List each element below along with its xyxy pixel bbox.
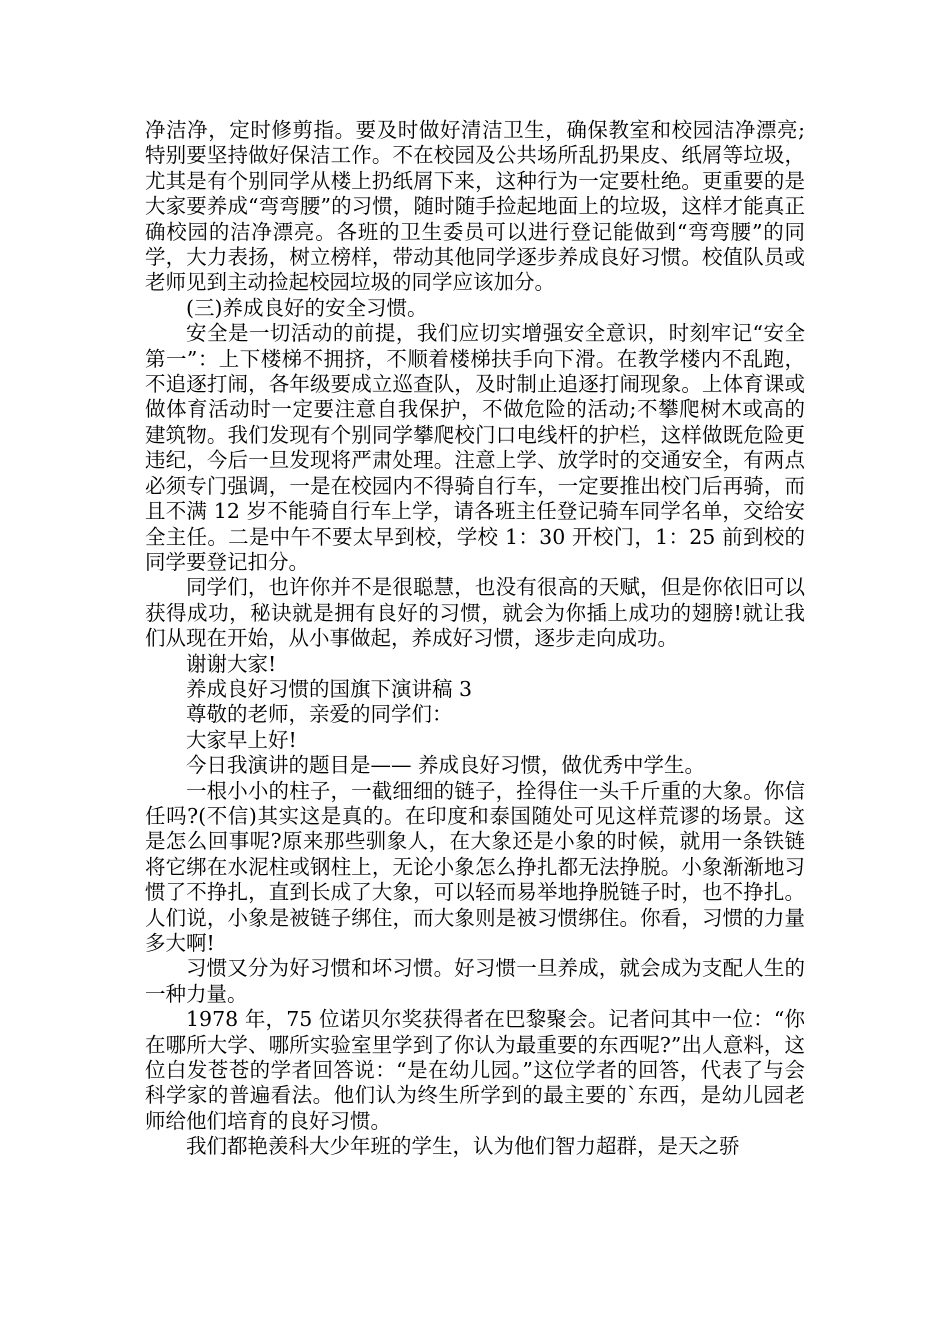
paragraph-nobel: 1978 年，75 位诺贝尔奖获得者在巴黎聚会。记者问其中一位：“你在哪所大学、哪所实验室里学到了你认为最重要的东西呢?”出人意料，这位白发苍苍的学者回答说：“是在幼儿园。”这位学者的回答，代表了与会科学家的普遍看法。他们认为终生所学到的最主要的`东西，是幼儿园老师给他们培育的良好习惯。 [145,1007,805,1133]
paragraph-success: 同学们，也许你并不是很聪慧，也没有很高的天赋，但是你依旧可以获得成功，秘诀就是拥有良好的习惯，就会为你插上成功的翅膀!就让我们从现在开始，从小事做起，养成好习惯，逐步走向成功。 [145,575,805,651]
paragraph-elephant: 一根小小的柱子，一截细细的链子，拴得住一头千斤重的大象。你信任吗?(不信)其实这是真的。在印度和泰国随处可见这样荒谬的场景。这是怎么回事呢?原来那些驯象人，在大象还是小象的时候，就用一条铁链将它绑在水泥柱或钢柱上，无论小象怎么挣扎都无法挣脱。小象渐渐地习惯了不挣扎，直到长成了大象，可以轻而易举地挣脱链子时，也不挣扎。人们说，小象是被链子绑住，而大象则是被习惯绑住。你看，习惯的力量多大啊! [145,778,805,955]
speech-title: 养成良好习惯的国旗下演讲稿 3 [186,676,473,701]
paragraph-cleanliness: 净洁净，定时修剪指。要及时做好清洁卫生，确保教室和校园洁净漂亮;特别要坚持做好保洁工作。不在校园及公共场所乱扔果皮、纸屑等垃圾，尤其是有个别同学从楼上扔纸屑下来，这种行为一定要杜绝。更重要的是大家要养成“弯弯腰”的习惯，随时随手捡起地面上的垃圾，这样才能真正确校园的洁净漂亮。各班的卫生委员可以进行登记能做到“弯弯腰”的同学，大力表扬，树立榜样，带动其他同学逐步养成良好习惯。校值队员或老师见到主动捡起校园垃圾的同学应该加分。 [145,118,805,295]
paragraph-habit-types: 习惯又分为好习惯和坏习惯。好习惯一旦养成，就会成为支配人生的一种力量。 [145,956,805,1006]
paragraph-safety: 安全是一切活动的前提，我们应切实增强安全意识，时刻牢记“安全第一”：上下楼梯不拥挤，不顺着楼梯扶手向下滑。在教学楼内不乱跑，不追逐打闹，各年级要成立巡查队，及时制止追逐打闹现象。上体育课或做体育活动时一定要注意自我保护，不做危险的活动;不攀爬树木或高的建筑物。我们发现有个别同学攀爬校门口电线杆的护栏，这样做既危险更违纪，今后一旦发现将严肃处理。注意上学、放学时的交通安全，有两点必须专门强调，一是在校园内不得骑自行车，一定要推出校门后再骑，而且不满 12 岁不能骑自行车上学，请各班主任登记骑车同学名单，交给安全主任。二是中午不要太早到校，学校 1：30 开校门，1：25 前到校的同学要登记扣分。 [145,321,805,574]
heading-safety-habits: (三)养成良好的安全习惯。 [186,295,428,320]
speech-topic: 今日我演讲的题目是—— 养成良好习惯，做优秀中学生。 [186,753,706,778]
salutation: 尊敬的老师，亲爱的同学们： [186,702,453,727]
document-body [145,118,805,1160]
paragraph-gifted-class: 我们都艳羡科大少年班的学生，认为他们智力超群，是天之骄 [186,1134,740,1159]
paragraph-thanks: 谢谢大家! [186,651,277,676]
greeting: 大家早上好! [186,727,297,752]
